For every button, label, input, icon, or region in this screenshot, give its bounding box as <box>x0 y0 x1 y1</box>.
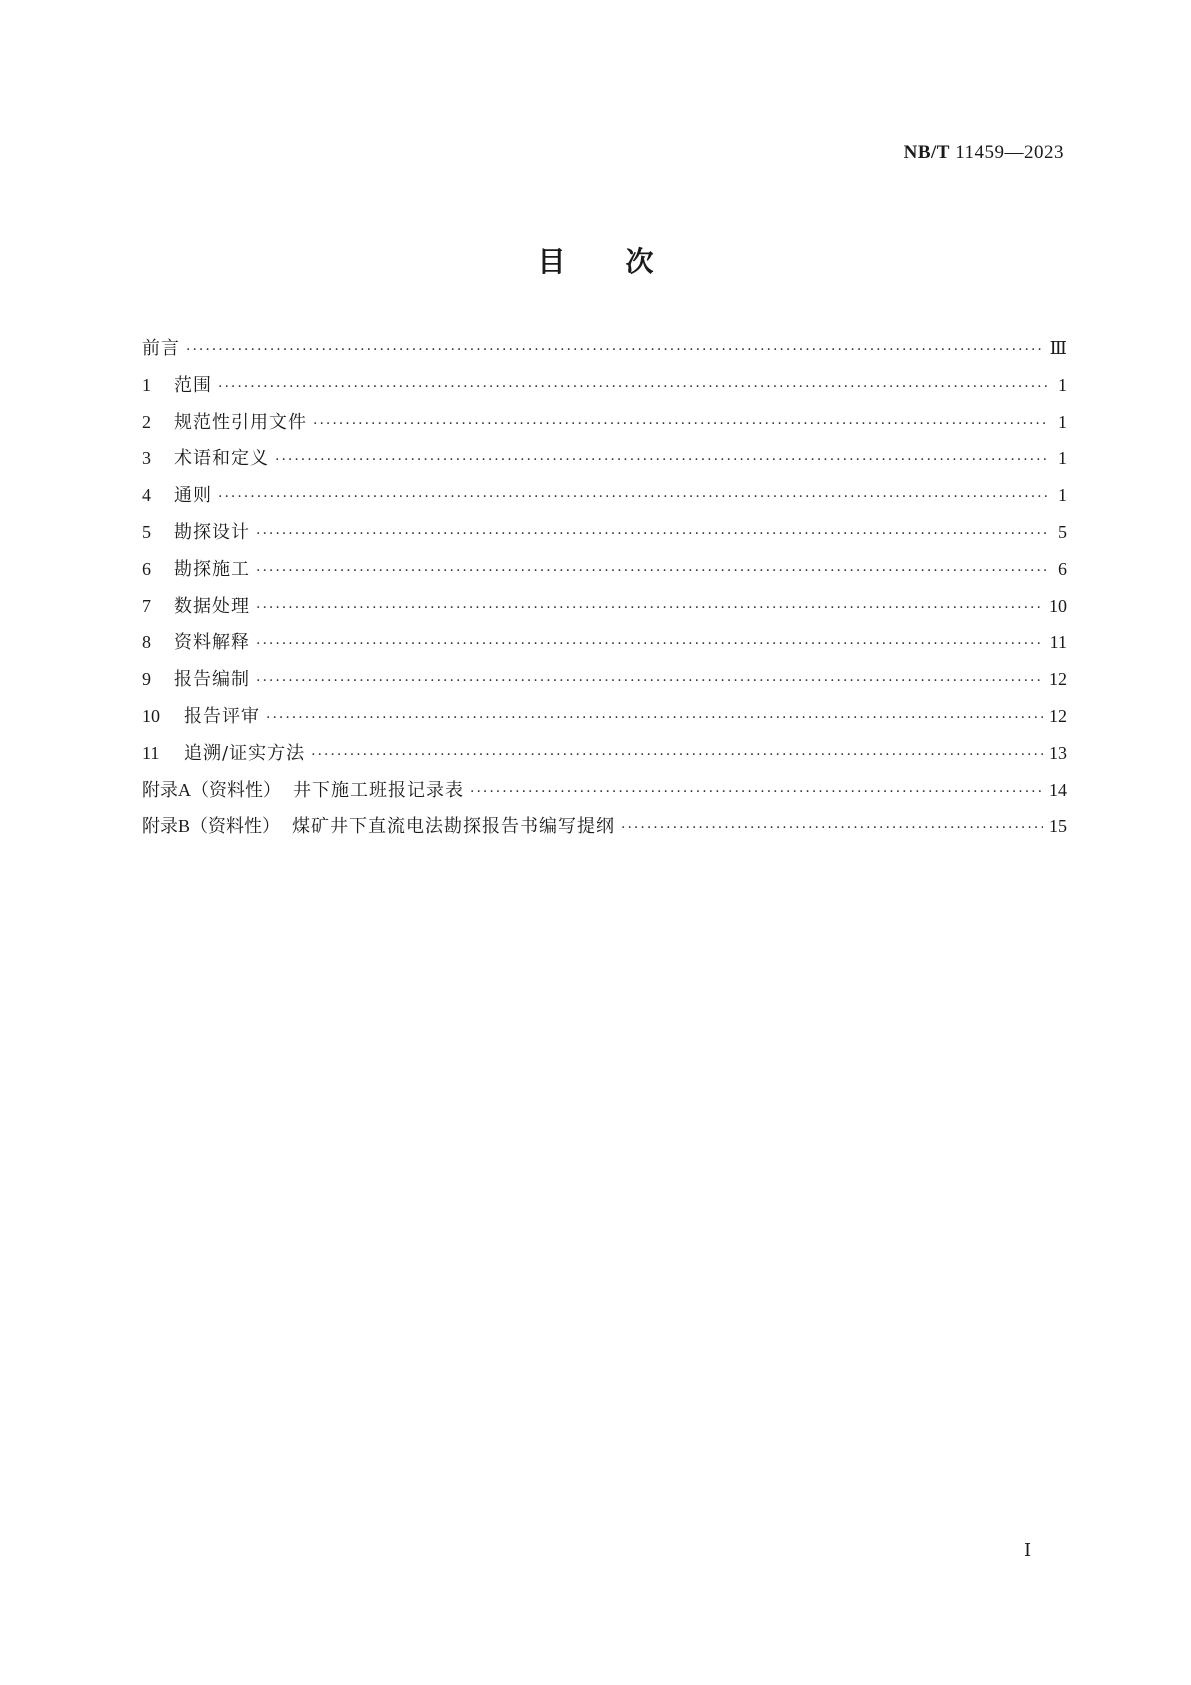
toc-entry-3[interactable] <box>142 447 1067 484</box>
toc-dot-leader <box>266 707 1043 729</box>
toc-entry-number: 1 <box>142 374 151 395</box>
toc-entry-title: 规范性引用文件 <box>174 411 307 433</box>
toc-entry-label <box>142 631 250 654</box>
standard-number: 11459—2023 <box>955 142 1064 163</box>
toc-page-number: 1 <box>1058 374 1067 395</box>
toc-entry-10[interactable] <box>142 705 1067 742</box>
toc-entry-label <box>142 668 250 691</box>
toc-page-number: 15 <box>1049 816 1067 837</box>
toc-page-number: 14 <box>1049 779 1067 800</box>
toc-entry-number: 7 <box>142 595 151 616</box>
toc-entry-label <box>142 742 305 765</box>
toc-entry-foreword[interactable] <box>142 337 1067 374</box>
toc-entry-number: 附录B（资料性） <box>142 816 281 837</box>
toc-entry-5[interactable] <box>142 521 1067 558</box>
document-code <box>904 142 1064 164</box>
toc-entry-label <box>142 338 180 360</box>
toc-entry-1[interactable] <box>142 374 1067 411</box>
toc-dot-leader <box>311 744 1043 766</box>
toc-entry-number: 8 <box>142 632 151 653</box>
toc-page-number: 5 <box>1058 521 1067 542</box>
toc-entry-label <box>142 595 250 618</box>
toc-entry-number: 4 <box>142 485 151 506</box>
toc-entry-title: 勘探设计 <box>174 521 250 543</box>
toc-entry-title: 勘探施工 <box>174 558 250 580</box>
table-of-contents <box>142 337 1067 852</box>
toc-page-number: 6 <box>1058 558 1067 579</box>
page-folio: Ⅰ <box>1024 1540 1032 1560</box>
toc-page-number: Ⅲ <box>1049 338 1067 358</box>
toc-entry-number: 5 <box>142 521 151 542</box>
page-title: 目次 <box>537 245 714 278</box>
toc-entry-number: 10 <box>142 705 160 726</box>
toc-page-number: 1 <box>1058 448 1067 469</box>
toc-entry-8[interactable] <box>142 631 1067 668</box>
toc-page-number: 11 <box>1049 632 1067 653</box>
toc-entry-title: 前言 <box>142 338 180 359</box>
toc-dot-leader <box>218 486 1047 508</box>
toc-dot-leader <box>256 523 1047 545</box>
toc-entry-label <box>142 558 250 581</box>
toc-entry-title: 报告评审 <box>184 705 260 727</box>
toc-entry-label <box>142 411 307 434</box>
toc-dot-leader <box>186 339 1044 361</box>
toc-entry-title: 数据处理 <box>174 595 250 617</box>
toc-page-number: 12 <box>1049 669 1067 690</box>
toc-dot-leader <box>256 633 1044 655</box>
toc-dot-leader <box>218 376 1047 398</box>
toc-entry-number: 9 <box>142 669 151 690</box>
toc-entry-label <box>142 521 250 544</box>
toc-entry-title: 术语和定义 <box>174 448 269 470</box>
toc-page-number: 13 <box>1049 742 1067 763</box>
toc-entry-7[interactable] <box>142 595 1067 632</box>
toc-entry-11[interactable] <box>142 742 1067 779</box>
toc-entry-label <box>142 705 260 728</box>
standard-prefix: NB/T <box>903 142 950 163</box>
toc-entry-number: 2 <box>142 411 151 432</box>
toc-entry-4[interactable] <box>142 484 1067 521</box>
toc-entry-6[interactable] <box>142 558 1067 595</box>
toc-dot-leader <box>256 560 1047 582</box>
toc-dot-leader <box>621 817 1043 839</box>
toc-entry-label <box>142 815 615 838</box>
toc-entry-title: 煤矿井下直流电法勘探报告书编写提纲 <box>292 816 616 838</box>
toc-dot-leader <box>275 449 1047 471</box>
toc-page-number: 1 <box>1058 485 1067 506</box>
toc-entry-title: 资料解释 <box>174 632 250 654</box>
toc-dot-leader <box>256 670 1043 692</box>
toc-entry-label <box>142 779 464 802</box>
toc-entry-number: 3 <box>142 448 151 469</box>
toc-dot-leader <box>313 413 1047 435</box>
toc-entry-title: 追溯/证实方法 <box>184 742 306 764</box>
toc-entry-number: 6 <box>142 558 151 579</box>
toc-page-number: 1 <box>1058 411 1067 432</box>
toc-entry-2[interactable] <box>142 411 1067 448</box>
toc-entry-title: 通则 <box>174 485 212 507</box>
toc-entry-appendix-a[interactable] <box>142 779 1067 816</box>
toc-entry-label <box>142 484 212 507</box>
toc-entry-9[interactable] <box>142 668 1067 705</box>
toc-entry-number: 附录A（资料性） <box>142 779 281 800</box>
toc-entry-label <box>142 374 212 397</box>
toc-entry-title: 井下施工班报记录表 <box>293 779 464 801</box>
toc-page-number: 10 <box>1049 595 1067 616</box>
toc-entry-number: 11 <box>142 742 160 763</box>
toc-dot-leader <box>470 781 1043 803</box>
toc-entry-title: 报告编制 <box>174 669 250 691</box>
toc-entry-title: 范围 <box>174 374 212 396</box>
toc-page-number: 12 <box>1049 705 1067 726</box>
toc-dot-leader <box>256 597 1043 619</box>
toc-entry-label <box>142 447 269 470</box>
toc-entry-appendix-b[interactable] <box>142 815 1067 852</box>
